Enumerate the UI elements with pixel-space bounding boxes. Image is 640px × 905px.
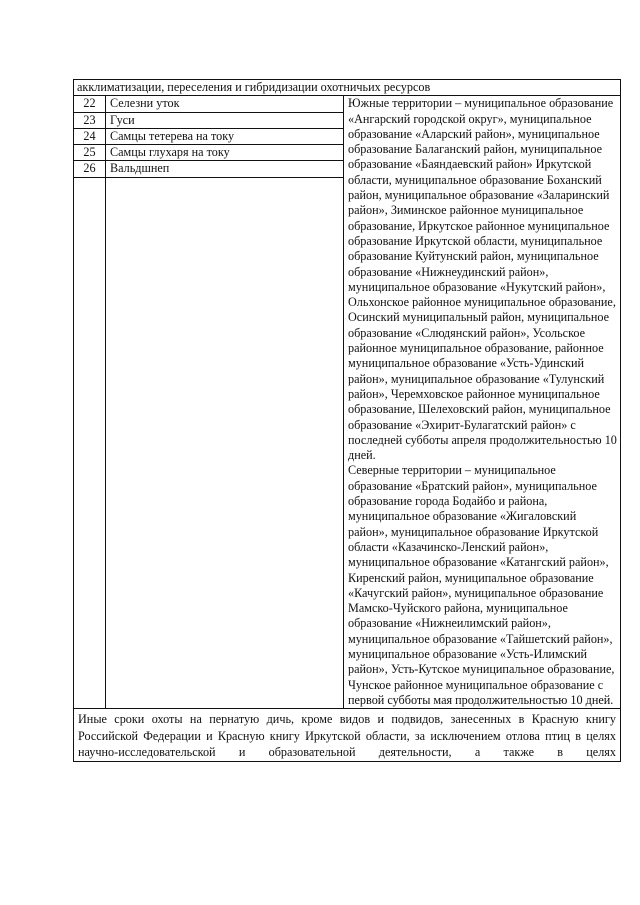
row-number: 26 bbox=[74, 161, 106, 177]
table-header-cell: акклиматизации, переселения и гибридизации охотничьих ресурсов bbox=[74, 80, 621, 96]
species-name: Вальдшнеп bbox=[106, 161, 344, 177]
footer-note: Иные сроки охоты на пернатую дичь, кроме видов и подвидов, занесенных в Красную книгу Российской Федерации и Красную книгу Иркутской области, за исключением отлова птиц в целях научно-исследовательской и образовательной деятельности, а также в целях bbox=[74, 709, 621, 762]
species-name: Селезни уток bbox=[106, 96, 344, 112]
table-header-row bbox=[74, 80, 621, 96]
south-territories-text: Южные территории – муниципальное образование «Ангарский городской округ», муниципальное образование «Аларский район», муниципальное образование Балаганский район, муниципальное образование «Баяндаевский район» Иркутской области, муниципальное образование Боханский район, муниципальное образование «Заларинский район», Зиминское районное муниципальное образование, Иркутское районное муниципальное образование Иркутской области, муниципальное образование Куйтунский район, муниципальное образование «Нижнеудинский район», муниципальное образование «Нукутский район», Ольхонское районное муниципальное образование, Осинский муниципальный район, муниципальное образование «Слюдянский район», Усольское районное муниципальное образование, районное муниципальное образование «Усть-Удинский район», муниципальное образование «Тулунский район», Черемховское районное муниципальное образование, Шелеховский район, муниципальное образование «Эхирит-Булагатский район» с последней субботы апреля продолжительностью 10 дней. bbox=[348, 96, 617, 463]
row-number: 22 bbox=[74, 96, 106, 112]
table-row bbox=[74, 96, 621, 112]
north-territories-text: Северные территории – муниципальное образование «Братский район», муниципальное образование города Бодайбо и района, муниципальное образование «Жигаловский район», муниципальное образование Иркутской области «Казачинско-Ленский район», муниципальное образование «Катангский район», Киренский район, муниципальное образование «Качугский район», муниципальное образование Мамско-Чуйского района, муниципальное образование «Нижнеилимский район», муниципальное образование «Тайшетский район», муниципальное образование «Усть-Илимский район», Усть-Кутское муниципальное образование, Чунское районное муниципальное образование с первой субботы мая продолжительностью 10 дней. bbox=[348, 463, 615, 707]
species-name: Самцы тетерева на току bbox=[106, 128, 344, 144]
row-number: 23 bbox=[74, 112, 106, 128]
territory-cell bbox=[344, 96, 621, 709]
empty-number-cell bbox=[74, 177, 106, 708]
empty-name-cell bbox=[106, 177, 344, 708]
species-name: Самцы глухаря на току bbox=[106, 145, 344, 161]
table-footer-row bbox=[74, 709, 621, 762]
species-name: Гуси bbox=[106, 112, 344, 128]
row-number: 24 bbox=[74, 128, 106, 144]
hunting-periods-table bbox=[73, 79, 621, 762]
row-number: 25 bbox=[74, 145, 106, 161]
